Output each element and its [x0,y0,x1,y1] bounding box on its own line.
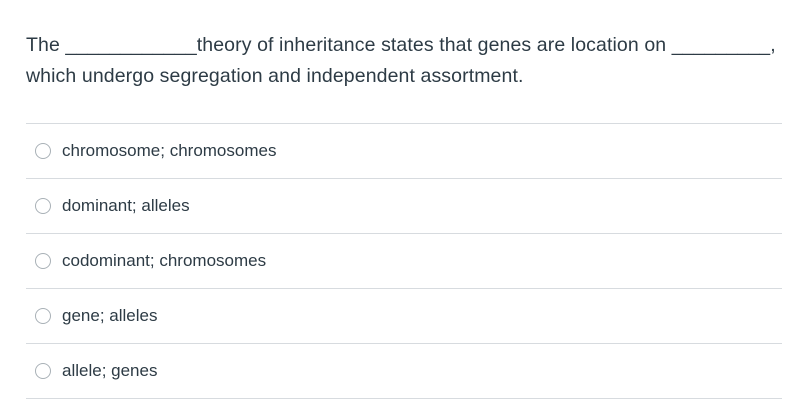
radio-button[interactable] [35,253,51,269]
answer-option-4[interactable] [26,289,782,344]
answer-label[interactable]: codominant; chromosomes [62,251,267,270]
answer-option-2[interactable] [26,179,782,234]
answer-option-5[interactable] [26,344,782,399]
answer-option-1[interactable] [26,124,782,179]
answer-label[interactable]: allele; genes [62,361,158,380]
answer-label[interactable]: chromosome; chromosomes [62,141,277,160]
radio-button[interactable] [35,143,51,159]
radio-button[interactable] [35,198,51,214]
answer-list [26,123,782,399]
question-text [26,30,786,92]
answer-option-3[interactable] [26,234,782,289]
radio-button[interactable] [35,363,51,379]
answer-label[interactable]: gene; alleles [62,306,158,325]
question-line-1: The ____________theory of inheritance states that genes are location on _________, [26,34,776,56]
question-line-2: which undergo segregation and independent assortment. [26,65,524,87]
radio-button[interactable] [35,308,51,324]
answer-label[interactable]: dominant; alleles [62,196,190,215]
